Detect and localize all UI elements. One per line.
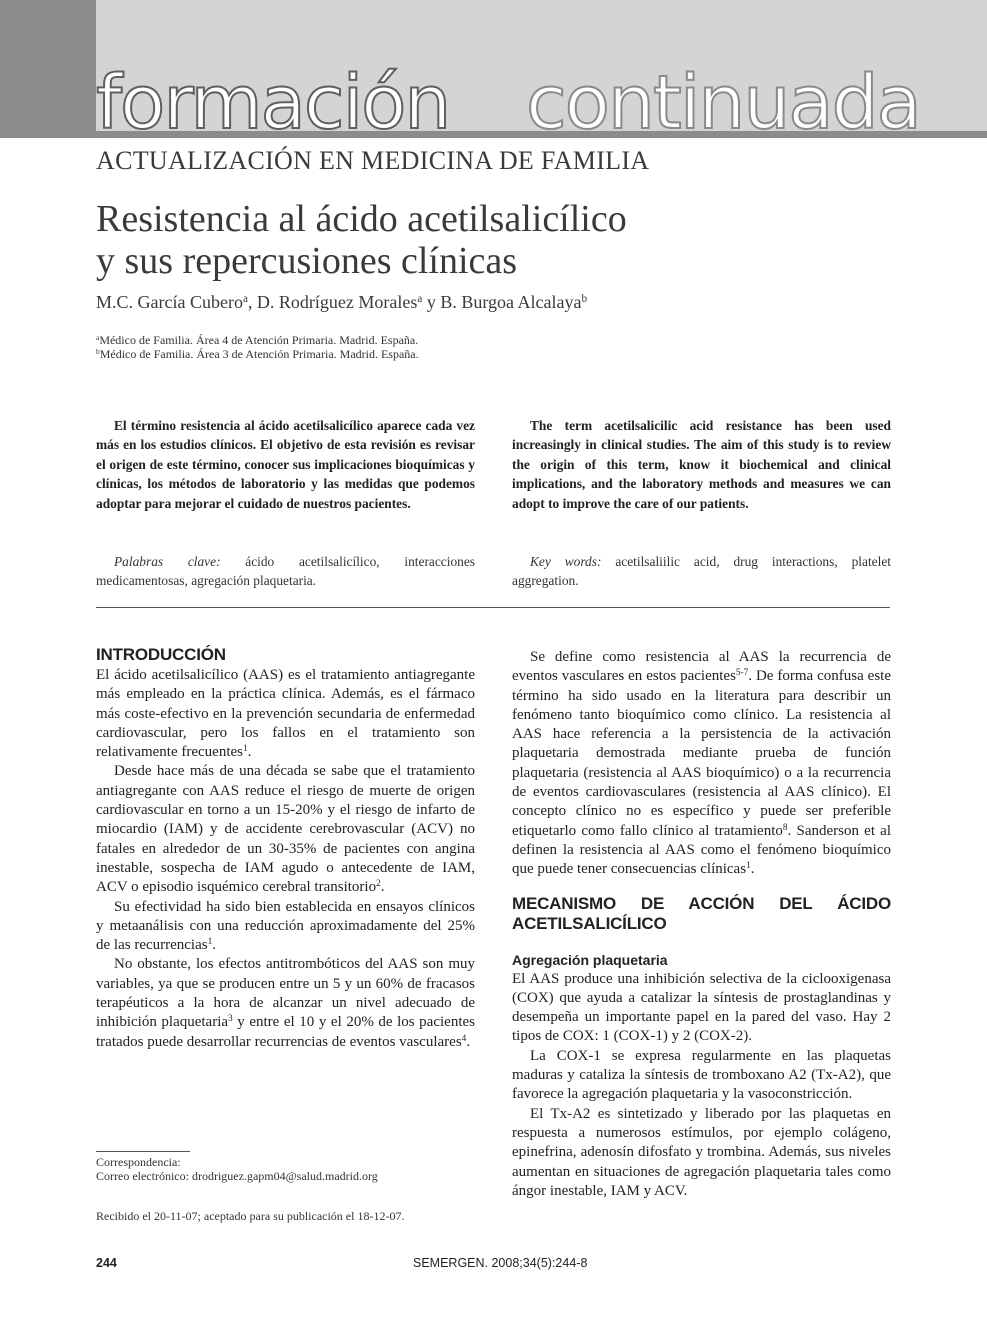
keywords-text: ácido acetilsalicílico, interacciones medicamentosas, agregación plaquetaria. — [96, 554, 475, 589]
affiliation-text: Médico de Familia. Área 4 de Atención Primaria. Madrid. España. — [99, 333, 419, 347]
affiliation-b — [96, 347, 419, 362]
author-separator: , — [247, 292, 257, 312]
article-title — [96, 198, 796, 282]
reference-mark: 5-7 — [735, 668, 749, 679]
paragraph-text: No obstante, los efectos antitrombóticos del AAS son muy variables, ya que se producen entre un 5 y un 60% de fracasos terapéuticos a la hora de alcanzar un nivel adecuado de inhibición plaquetaria — [96, 956, 475, 1031]
reference-mark: 1 — [207, 937, 213, 948]
abstract-english: The term acetilsalicilic acid resistance has been used increasingly in clinical studies. The aim of this study is to review the origin of this term, know it biochemical and clinical implications, and the laboratory methods and measures we can adopt to improve the care of our patients. — [512, 418, 891, 511]
received-date: Recibido el 20-11-07; aceptado para su publicación el 18-12-07. — [96, 1209, 405, 1223]
reference-mark: 1 — [243, 744, 248, 755]
keywords-text: acetilsaliilic acid, drug interactions, platelet aggregation. — [512, 554, 891, 589]
header-word-formacion: formación — [96, 60, 450, 146]
reference-mark: 1 — [746, 861, 751, 872]
paragraph: La COX-1 se expresa regularmente en las plaquetas maduras y cataliza la síntesis de tromboxano A2 (Tx-A2), que favorece la agregación plaquetaria y la vasoconstricción. — [512, 1047, 891, 1103]
paragraph-text: Se define como resistencia al AAS la recurrencia de eventos vasculares en estos pacientes — [512, 649, 891, 685]
paragraph-text: . De forma confusa este término ha sido usado en la literatura para describir un fenómeno tanto bioquímico como clínico. La resistencia al AAS hace referencia a la persistencia de la activación plaquetaria demostrada mediante prueba de función plaquetaria (resistencia al AAS bioquímico) o a la recurrencia de eventos cardiovasculares (resistencia al AAS clínico). El concepto clínico no es específico y puede ser preferible etiquetarlo como fallo clínico al tratamiento — [512, 668, 891, 839]
affiliation-a — [96, 333, 418, 348]
header-word-continuada: continuada — [526, 60, 920, 146]
article-title-line-1: Resistencia al ácido acetilsalicílico — [96, 198, 627, 240]
correspondence-label: Correspondencia: — [96, 1155, 181, 1169]
keywords-label: Palabras clave: — [114, 554, 221, 569]
heading-introduccion: INTRODUCCIÓN — [96, 645, 226, 664]
paragraph-text: . Sanderson et al definen la resistencia al AAS como el fenómeno bioquímico que puede tener consecuencias clínicas — [512, 822, 892, 878]
body-column-right — [512, 648, 891, 1201]
author-list — [96, 292, 587, 313]
author-name: B. Burgoa Alcalaya — [440, 292, 582, 312]
paragraph-text: Desde hace más de una década se sabe que el tratamiento antiagregante con AAS reduce el riesgo de muerte de origen cardiovascular en torno a un 15-20% y el riesgo de infarto de miocardio (IAM) y de accidente cerebrovascular (ACV) no fatales en alrededor de un 30-35% de pacientes con angina inestable, sospecha de IAM agudo o antecedente de IAM, ACV o episodio isquémico cerebral transitorio — [96, 763, 475, 896]
keywords-label: Key words: — [530, 554, 602, 569]
page-number: 244 — [96, 1256, 117, 1270]
affiliation-text: Médico de Familia. Área 3 de Atención Primaria. Madrid. España. — [99, 347, 419, 361]
affiliation-mark: b — [96, 346, 100, 356]
author-affiliation-mark: a — [242, 292, 248, 305]
reference-mark: 8 — [782, 822, 788, 833]
reference-mark: 2 — [376, 879, 381, 890]
paragraph: Desde hace más de una década se sabe que el tratamiento antiagregante con AAS reduce el riesgo de muerte de origen cardiovascular en torno a un 15-20% y el riesgo de infarto de miocardio (IAM) y de accidente cerebrovascular (ACV) no fatales en alrededor de un 30-35% de pacientes con angina inestable, sospecha de IAM agudo o antecedente de IAM, ACV o episodio isquémico cerebral transitorio$^2$. — [96, 763, 475, 896]
body-column-left — [96, 645, 475, 1052]
author-affiliation-mark: b — [581, 292, 588, 305]
paragraph: Se define como resistencia al AAS la recurrencia de eventos vasculares en estos pacientes$^{5-7}$. De forma confusa este término ha sido usado en la literatura para describir un fenómeno tanto bioquímico como clínico. La resistencia al AAS hace referencia a la persistencia de la activación plaquetaria demostrada mediante prueba de función plaquetaria (resistencia al AAS bioquímico) o a la recurrencia de eventos cardiovasculares (resistencia al AAS clínico). El concepto clínico no es específico y puede ser preferible etiquetarlo como fallo clínico al tratamiento$^8$. Sanderson et al definen la resistencia al AAS como el fenómeno bioquímico que puede tener consecuencias clínicas$^1$. — [512, 649, 892, 878]
abstract-spanish: El término resistencia al ácido acetilsalicílico aparece cada vez más en los estudios clínicos. El objetivo de esta revisión es revisar el origen de este término, conocer sus implicaciones bioquímicas y clínicas, los métodos de laboratorio y las medidas que podemos adoptar para mejorar el cuidado de nuestros pacientes. — [96, 418, 475, 511]
keywords-spanish — [96, 552, 475, 591]
paragraph: El Tx-A2 es sintetizado y liberado por las plaquetas en respuesta a numerosos estímulos, por ejemplo colágeno, epinefrina, adenosín difosfato y trombina. Además, sus niveles aumentan en situaciones de agregación plaquetaria tales como ángor inestable, IAM y ACV. — [512, 1105, 891, 1199]
journal-reference: SEMERGEN. 2008;34(5):244-8 — [413, 1256, 588, 1270]
article-title-line-2: y sus repercusiones clínicas — [96, 240, 518, 282]
paragraph: No obstante, los efectos antitrombóticos del AAS son muy variables, ya que se producen entre un 5 y un 60% de fracasos terapéuticos a la hora de alcanzar un nivel adecuado de inhibición plaquetaria$^3$ y entre el 10 y el 20% de los pacientes tratados puede desarrollar recurrencias de eventos vasculares$^4$. — [96, 956, 475, 1050]
paragraph: El AAS produce una inhibición selectiva de la ciclooxigenasa (COX) que ayuda a catalizar la síntesis de prostaglandinas y desempeña un importante papel en la pared del vaso. Hay 2 tipos de COX: 1 (COX-1) y 2 (COX-2). — [512, 970, 891, 1045]
reference-mark: 3 — [228, 1014, 233, 1025]
author-name: D. Rodríguez Morales — [256, 292, 418, 312]
heading-mecanismo-accion: MECANISMO DE ACCIÓN DEL ÁCIDO ACETILSALICÍLICO — [512, 893, 891, 933]
author-affiliation-mark: a — [417, 292, 423, 305]
paragraph-text: y entre el 10 y el 20% de los pacientes tratados puede desarrollar recurrencias de eventos vasculares — [96, 1014, 475, 1050]
abstract-divider — [96, 607, 890, 608]
reference-mark: 4 — [461, 1033, 467, 1044]
section-title: ACTUALIZACIÓN EN MEDICINA DE FAMILIA — [96, 146, 650, 175]
correspondence-email: Correo electrónico: drodriguez.gapm04@salud.madrid.org — [96, 1169, 378, 1183]
affiliation-mark: a — [96, 332, 100, 342]
author-name: M.C. García Cubero — [96, 292, 243, 312]
paragraph-text: Su efectividad ha sido bien establecida en ensayos clínicos y metaanálisis con una reducción aproximadamente del 25% de las recurrencias — [96, 898, 475, 954]
paragraph: Su efectividad ha sido bien establecida en ensayos clínicos y metaanálisis con una reducción aproximadamente del 25% de las recurrencias$^1$. — [96, 898, 475, 954]
paragraph: El ácido acetilsalicílico (AAS) es el tratamiento antiagregante más empleado en la práctica clínica. Además, es el fármaco más coste-efectivo en la prevención secundaria de enfermedad cardiovascular, pero los fallos en el tratamiento son relativamente frecuentes$^1$. — [96, 667, 475, 761]
author-separator: y — [422, 292, 441, 312]
header-band-dark — [0, 0, 96, 138]
footnote-rule — [96, 1151, 190, 1152]
keywords-english — [512, 552, 891, 591]
subheading-agregacion: Agregación plaquetaria — [512, 951, 668, 968]
paragraph-text: El ácido acetilsalicílico (AAS) es el tratamiento antiagregante más empleado en la práctica clínica. Además, es el fármaco más coste-efectivo en la prevención secundaria de enfermedad cardiovascular, pero los fallos en el tratamiento son relativamente frecuentes — [96, 667, 475, 761]
